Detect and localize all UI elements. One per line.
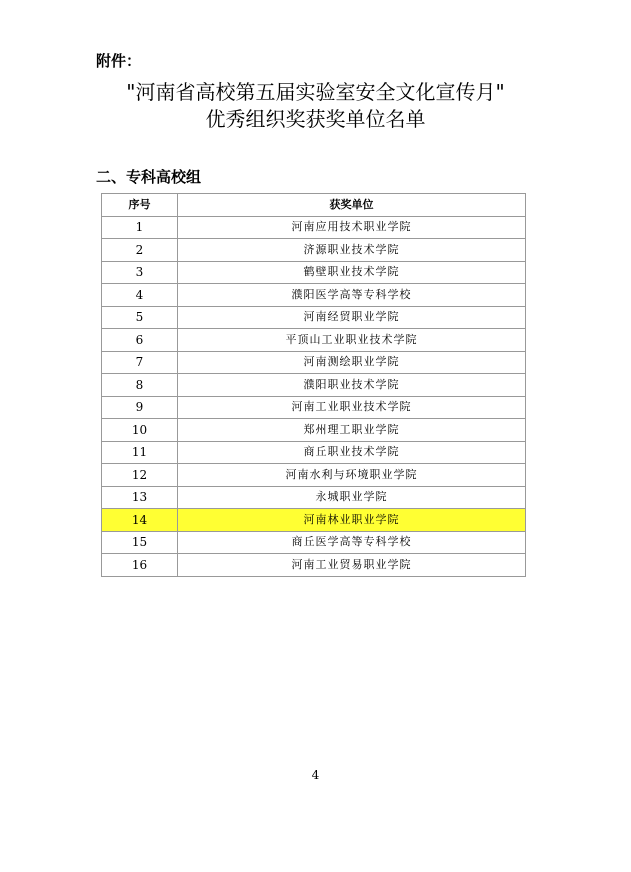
row-number: 4	[102, 284, 178, 307]
row-unit-name: 鹤壁职业技术学院	[178, 261, 526, 284]
row-unit-name: 郑州理工职业学院	[178, 419, 526, 442]
row-unit-name: 永城职业学院	[178, 486, 526, 509]
row-number: 13	[102, 486, 178, 509]
table-row	[102, 509, 526, 532]
row-number: 11	[102, 441, 178, 464]
table-row	[102, 284, 526, 307]
row-unit-name: 商丘医学高等专科学校	[178, 531, 526, 554]
table-row	[102, 486, 526, 509]
row-unit-name: 济源职业技术学院	[178, 239, 526, 262]
table-row	[102, 374, 526, 397]
row-unit-name: 河南经贸职业学院	[178, 306, 526, 329]
row-number: 12	[102, 464, 178, 487]
table-row	[102, 261, 526, 284]
table-row	[102, 441, 526, 464]
section-heading: 二、专科高校组	[96, 168, 202, 186]
row-number: 15	[102, 531, 178, 554]
table-row	[102, 351, 526, 374]
table-row	[102, 464, 526, 487]
row-number: 5	[102, 306, 178, 329]
row-number: 7	[102, 351, 178, 374]
row-unit-name: 河南工业贸易职业学院	[178, 554, 526, 577]
row-unit-name: 濮阳职业技术学院	[178, 374, 526, 397]
row-number: 14	[102, 509, 178, 532]
row-unit-name: 河南测绘职业学院	[178, 351, 526, 374]
row-unit-name: 河南工业职业技术学院	[178, 396, 526, 419]
row-unit-name: 河南水利与环境职业学院	[178, 464, 526, 487]
row-number: 1	[102, 216, 178, 239]
table-row	[102, 239, 526, 262]
table-row	[102, 531, 526, 554]
row-number: 10	[102, 419, 178, 442]
row-number: 3	[102, 261, 178, 284]
table-header-row	[102, 194, 526, 217]
header-no: 序号	[102, 194, 178, 217]
row-unit-name: 河南应用技术职业学院	[178, 216, 526, 239]
table-row	[102, 419, 526, 442]
table-body	[102, 216, 526, 576]
attachment-label: 附件：	[96, 52, 142, 70]
row-unit-name: 濮阳医学高等专科学校	[178, 284, 526, 307]
row-number: 9	[102, 396, 178, 419]
table-row	[102, 329, 526, 352]
document-title-line1: "河南省高校第五届实验室安全文化宣传月"	[126, 80, 505, 104]
document-title-line2: 优秀组织奖获奖单位名单	[205, 107, 426, 131]
table-row	[102, 216, 526, 239]
row-number: 16	[102, 554, 178, 577]
page-number: 4	[311, 768, 320, 782]
row-unit-name: 河南林业职业学院	[178, 509, 526, 532]
table-row	[102, 554, 526, 577]
row-number: 8	[102, 374, 178, 397]
award-table	[101, 193, 526, 577]
row-unit-name: 平顶山工业职业技术学院	[178, 329, 526, 352]
row-number: 6	[102, 329, 178, 352]
header-unit: 获奖单位	[178, 194, 526, 217]
row-unit-name: 商丘职业技术学院	[178, 441, 526, 464]
row-number: 2	[102, 239, 178, 262]
table-row	[102, 396, 526, 419]
table-row	[102, 306, 526, 329]
